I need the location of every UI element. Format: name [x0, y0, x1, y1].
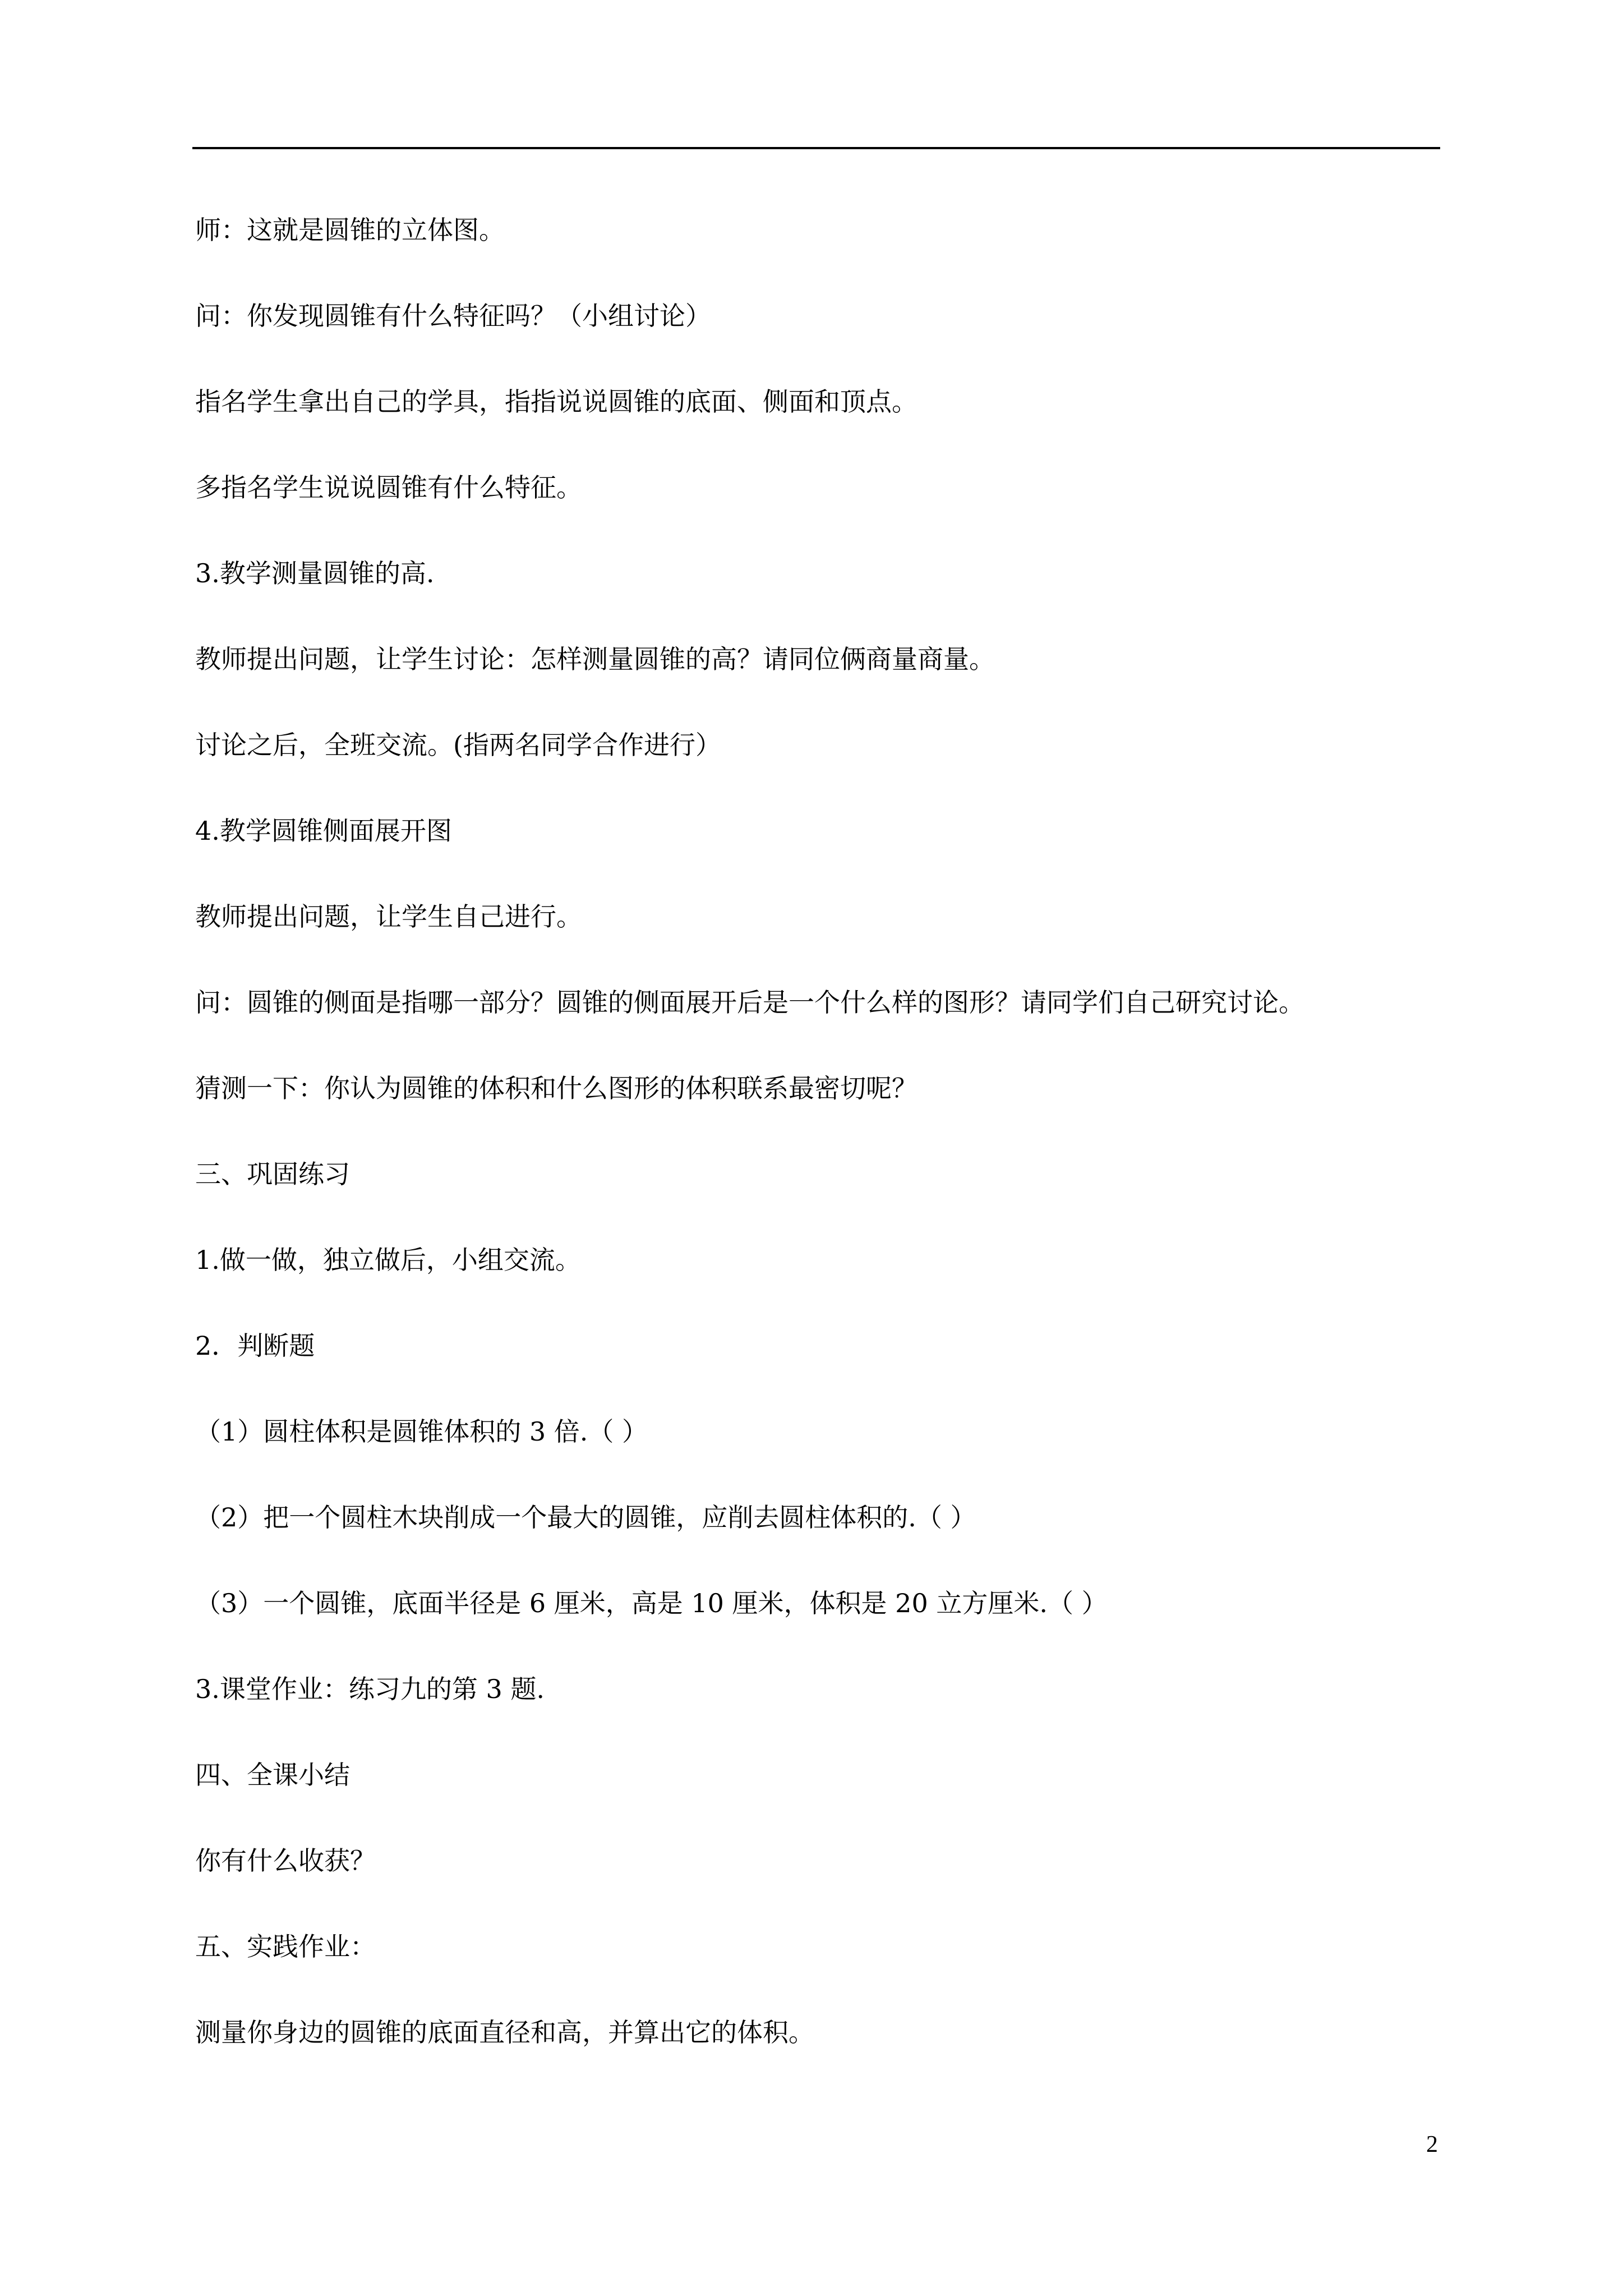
question-item: （1）圆柱体积是圆锥体积的 3 倍.（ ） — [195, 1416, 648, 1447]
paragraph-line: 1.做一做，独立做后，小组交流。 — [195, 1245, 581, 1275]
paragraph-line: 3.课堂作业：练习九的第 3 题. — [195, 1674, 545, 1704]
section-heading: 4.教学圆锥侧面展开图 — [195, 816, 452, 846]
paragraph-line: 测量你身边的圆锥的底面直径和高，并算出它的体积。 — [195, 2017, 814, 2047]
paragraph-line: 教师提出问题，让学生讨论：怎样测量圆锥的高？请同位俩商量商量。 — [195, 644, 995, 674]
paragraph-line: 多指名学生说说圆锥有什么特征。 — [195, 472, 582, 503]
header-rule — [192, 147, 1440, 149]
paragraph-line: 问：你发现圆锥有什么特征吗？（小组讨论） — [195, 301, 711, 331]
paragraph-line: 问：圆锥的侧面是指哪一部分？圆锥的侧面展开后是一个什么样的图形？请同学们自己研究讨论。 — [195, 987, 1304, 1018]
paragraph-line: 你有什么收获？ — [195, 1846, 376, 1876]
paragraph-line: 师：这就是圆锥的立体图。 — [195, 215, 505, 245]
question-item: （2）把一个圆柱木块削成一个最大的圆锥，应削去圆柱体积的.（ ） — [195, 1502, 976, 1533]
page-number: 2 — [1426, 2132, 1438, 2157]
section-heading: 五、实践作业： — [195, 1931, 376, 1962]
section-heading: 三、巩固练习 — [195, 1159, 350, 1189]
document-body — [195, 213, 1440, 2101]
paragraph-line: 讨论之后，全班交流。(指两名同学合作进行） — [195, 730, 721, 760]
question-item: （3）一个圆锥，底面半径是 6 厘米，高是 10 厘米，体积是 20 立方厘米.（ ） — [195, 1588, 1108, 1618]
paragraph-line: 教师提出问题，让学生自己进行。 — [195, 901, 582, 932]
paragraph-line: 指名学生拿出自己的学具，指指说说圆锥的底面、侧面和顶点。 — [195, 386, 917, 417]
section-heading: 3.教学测量圆锥的高. — [195, 558, 435, 588]
paragraph-line: 猜测一下：你认为圆锥的体积和什么图形的体积联系最密切呢？ — [195, 1073, 917, 1103]
section-heading: 四、全课小结 — [195, 1760, 350, 1790]
section-heading: 2．判断题 — [195, 1331, 315, 1361]
